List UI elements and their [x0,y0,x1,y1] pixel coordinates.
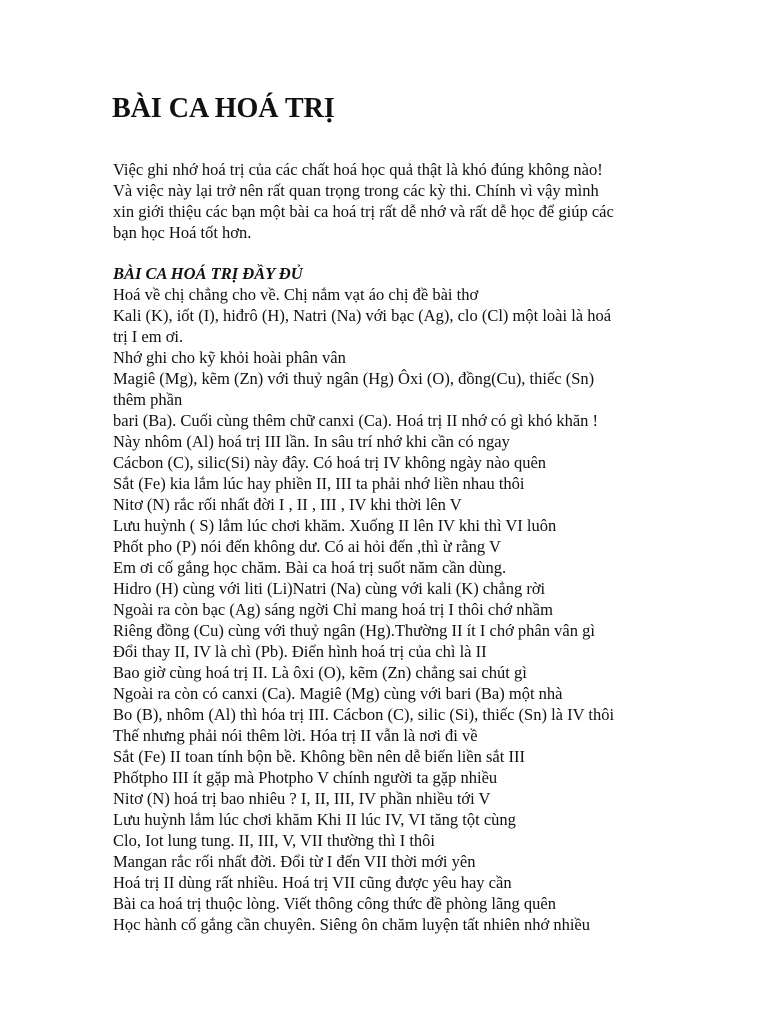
intro-line: xin giới thiệu các bạn một bài ca hoá trị rất dễ nhớ và rất dễ học để giúp các [113,202,614,221]
poem-line: Phốtpho III ít gặp mà Photpho V chính người ta gặp nhiều [113,768,498,787]
poem-line: Thế nhưng phải nói thêm lời. Hóa trị II vẫn là nơi đi về [113,726,478,745]
poem-heading: BÀI CA HOÁ TRỊ ĐẦY ĐỦ [113,264,303,283]
poem-line: Phốt pho (P) nói đến không dư. Có ai hỏi đến ,thì ừ rằng V [113,537,501,556]
poem-line: Học hành cố gắng cần chuyên. Siêng ôn chăm luyện tất nhiên nhớ nhiều [113,915,591,934]
intro-paragraph [113,159,658,243]
poem-line: bari (Ba). Cuối cùng thêm chữ canxi (Ca). Hoá trị II nhớ có gì khó khăn ! [113,411,599,430]
poem-line: Magiê (Mg), kẽm (Zn) với thuỷ ngân (Hg) Ôxi (O), đồng(Cu), thiếc (Sn) [113,369,595,388]
poem-line: Đổi thay II, IV là chì (Pb). Điển hình hoá trị của chì là II [113,642,487,661]
poem-line: Bo (B), nhôm (Al) thì hóa trị III. Cácbon (C), silic (Si), thiếc (Sn) là IV thôi [113,705,615,724]
poem-line: Cácbon (C), silic(Si) này đây. Có hoá trị IV không ngày nào quên [113,453,547,472]
poem-line: Bao giờ cùng hoá trị II. Là ôxi (O), kẽm (Zn) chẳng sai chút gì [113,663,527,682]
intro-line: Và việc này lại trở nên rất quan trọng trong các kỳ thi. Chính vì vậy mình [113,181,599,200]
poem-line: Kali (K), iốt (I), hiđrô (H), Natri (Na) với bạc (Ag), clo (Cl) một loài là hoá [113,306,612,325]
poem-line: Sắt (Fe) II toan tính bộn bề. Không bền nên dễ biến liền sắt III [113,747,525,766]
intro-line: Việc ghi nhớ hoá trị của các chất hoá học quả thật là khó đúng không nào! [113,160,603,179]
poem-line: Mangan rắc rối nhất đời. Đổi từ I đến VII thời mới yên [113,852,476,871]
poem-line: Ngoài ra còn bạc (Ag) sáng ngời Chỉ mang hoá trị I thôi chớ nhầm [113,600,553,619]
poem-line: Nitơ (N) hoá trị bao nhiêu ? I, II, III, IV phần nhiều tới V [113,789,491,808]
poem-line: thêm phần [113,390,183,409]
poem-line: Sắt (Fe) kia lắm lúc hay phiền II, III ta phải nhớ liền nhau thôi [113,474,525,493]
poem-line: Riêng đồng (Cu) cùng với thuỷ ngân (Hg).Thường II ít I chớ phân vân gì [113,621,595,640]
poem-line: Hidro (H) cùng với liti (Li)Natri (Na) cùng với kali (K) chẳng rời [113,579,546,598]
poem-line: Này nhôm (Al) hoá trị III lần. In sâu trí nhớ khi cần có ngay [113,432,510,451]
document-title: BÀI CA HOÁ TRỊ [112,93,335,124]
poem-line: Clo, Iot lung tung. II, III, V, VII thường thì I thôi [113,831,435,850]
poem-line: Em ơi cố gắng học chăm. Bài ca hoá trị suốt năm cần dùng. [113,558,507,577]
poem-line: Lưu huỳnh ( S) lắm lúc chơi khăm. Xuống II lên IV khi thì VI luôn [113,516,557,535]
poem-line: Ngoài ra còn có canxi (Ca). Magiê (Mg) cùng với bari (Ba) một nhà [113,684,563,703]
poem-section [113,263,658,935]
poem-line: Nitơ (N) rắc rối nhất đời I , II , III , IV khi thời lên V [113,495,462,514]
poem-line: Nhớ ghi cho kỹ khỏi hoài phân vân [113,348,346,367]
poem-line: trị I em ơi. [113,327,184,346]
poem-line: Lưu huỳnh lắm lúc chơi khăm Khi II lúc IV, VI tăng tột cùng [113,810,516,829]
poem-line: Hoá trị II dùng rất nhiều. Hoá trị VII cũng được yêu hay cần [113,873,512,892]
intro-line: bạn học Hoá tốt hơn. [113,223,252,242]
poem-line: Bài ca hoá trị thuộc lòng. Viết thông công thức đề phòng lãng quên [113,894,556,913]
poem-line: Hoá về chị chẳng cho về. Chị nắm vạt áo chị đề bài thơ [113,285,479,304]
